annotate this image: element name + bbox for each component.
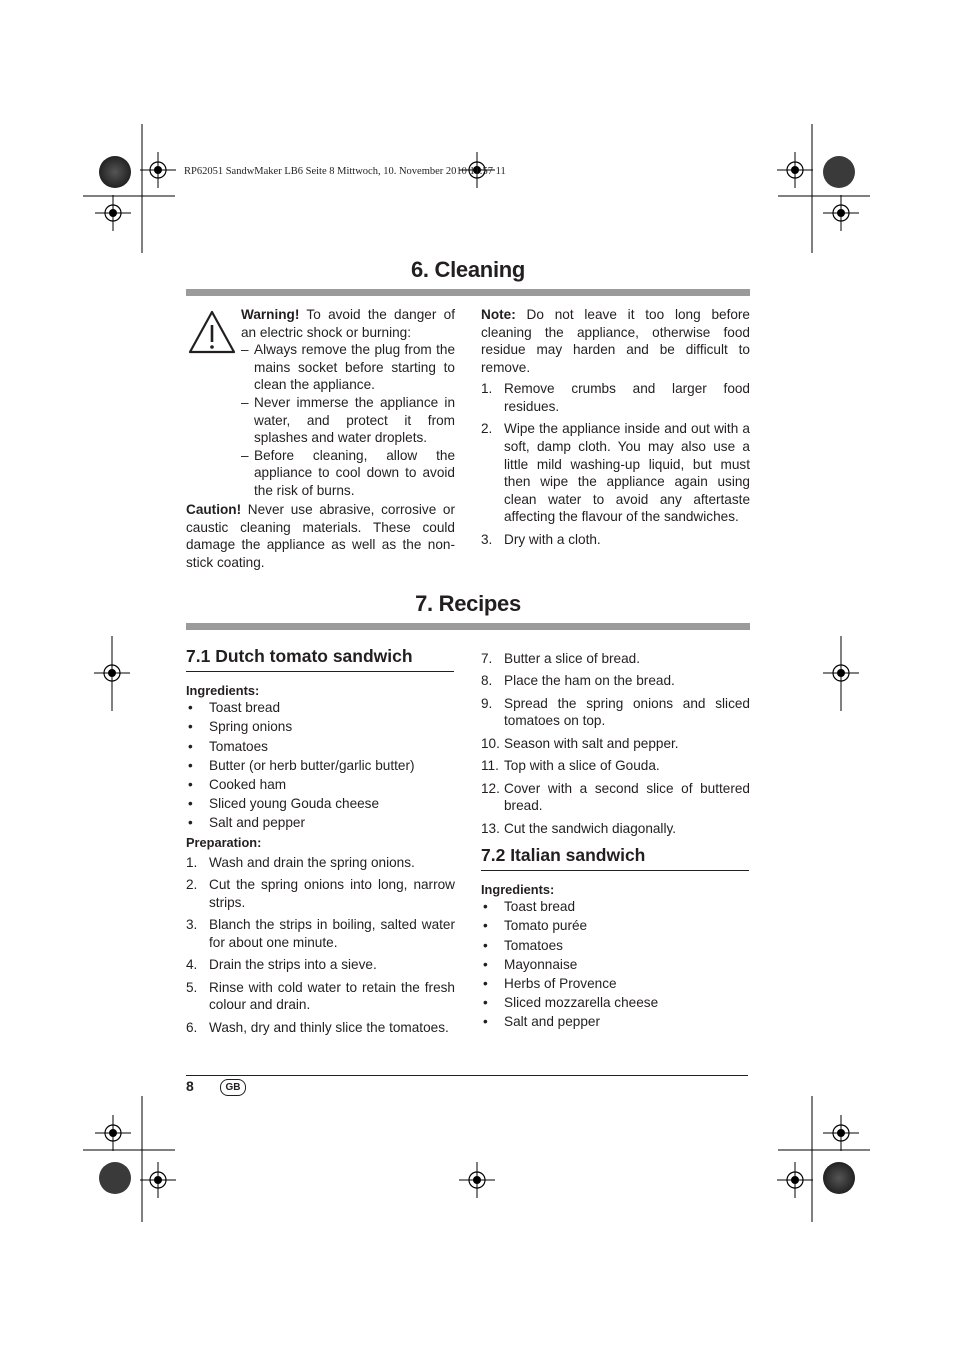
list-item: 8. Place the ham on the bread.: [481, 673, 675, 689]
list-item: 1. Wash and drain the spring onions.: [186, 855, 415, 871]
list-item: 1. Remove crumbs and larger food residues.: [481, 381, 750, 414]
subsection-title: 7.2 Italian sandwich: [481, 847, 749, 871]
list-item: • Salt and pepper: [188, 815, 305, 831]
section-title-cleaning: 6. Cleaning: [410, 257, 526, 282]
section-rule: [186, 623, 750, 630]
warning-block: [241, 306, 455, 500]
note-paragraph: Note: Do not leave it too long before cleaning the appliance, otherwise food residue may harden and be difficult to remove.: [481, 307, 750, 375]
ingredients-list: [186, 699, 455, 832]
list-item: • Salt and pepper: [483, 1014, 600, 1030]
warning-paragraph: Warning! To avoid the danger of an electric shock or burning:: [241, 307, 455, 340]
footer-rule: [186, 1075, 748, 1076]
list-item: 2. Cut the spring onions into long, narrow strips.: [186, 877, 455, 911]
caution-paragraph: Caution! Never use abrasive, corrosive or caustic cleaning materials. These could damage the appliance as well as the non-stick coating.: [186, 502, 455, 570]
list-item: • Butter (or herb butter/garlic butter): [188, 757, 415, 773]
language-badge: GB: [220, 1079, 246, 1096]
list-item: – Before cleaning, allow the appliance to cool down to avoid the risk of burns.: [241, 447, 455, 498]
subsection-title: 7.1 Dutch tomato sandwich: [186, 648, 454, 672]
list-item: • Herbs of Provence: [483, 975, 617, 991]
list-item: • Toast bread: [483, 899, 576, 915]
list-item: 2. Wipe the appliance inside and out with a soft, damp cloth. You may also use a little mild washing-up liquid, but must then wipe the appliance again using clean water to avoid any aftertaste affecting the flavour of the sandwiches.: [481, 421, 750, 525]
list-item: 6. Wash, dry and thinly slice the tomatoes.: [186, 1019, 449, 1035]
italian-recipe: [481, 847, 750, 1033]
list-item: 13. Cut the sandwich diagonally.: [481, 820, 677, 836]
preparation-label: Preparation:: [186, 834, 262, 850]
cleaning-steps: [481, 380, 750, 548]
dutch-recipe-right: [481, 650, 750, 842]
page-number: 8: [186, 1078, 194, 1094]
list-item: 3. Dry with a cloth.: [481, 531, 601, 547]
list-item: • Toast bread: [188, 700, 281, 716]
list-item: 9. Spread the spring onions and sliced tomatoes on top.: [481, 695, 750, 729]
list-item: • Sliced young Gouda cheese: [188, 796, 380, 812]
list-item: – Always remove the plug from the mains socket before starting to clean the appliance.: [241, 342, 455, 393]
list-item: 5. Rinse with cold water to retain the fresh colour and drain.: [186, 979, 455, 1013]
ingredients-label: Ingredients:: [481, 881, 555, 897]
list-item: 4. Drain the strips into a sieve.: [186, 957, 377, 973]
preparation-steps-continued: [481, 650, 750, 837]
print-slug: RP62051 SandwMaker LB6 Seite 8 Mittwoch, 10. November 2010 11:57 11: [184, 166, 506, 177]
note-block: [481, 306, 750, 553]
list-item: 11. Top with a slice of Gouda.: [481, 758, 660, 774]
section-title-recipes: 7. Recipes: [415, 591, 521, 616]
ingredients-list: [481, 898, 750, 1031]
list-item: 12. Cover with a second slice of buttered bread.: [481, 780, 750, 814]
list-item: • Spring onions: [188, 719, 293, 735]
warning-triangle-icon: [188, 309, 236, 355]
dutch-recipe-left: [186, 648, 455, 1041]
ingredients-label: Ingredients:: [186, 682, 260, 698]
list-item: 7. Butter a slice of bread.: [481, 651, 641, 666]
preparation-steps: [186, 854, 455, 1036]
section-rule: [186, 289, 750, 296]
list-item: • Tomatoes: [483, 937, 563, 953]
list-item: 10. Season with salt and pepper.: [481, 735, 679, 751]
list-item: – Never immerse the appliance in water, and protect it from splashes and water droplets.: [241, 394, 455, 446]
list-item: • Mayonnaise: [483, 956, 578, 972]
list-item: 3. Blanch the strips in boiling, salted water for about one minute.: [186, 917, 455, 951]
list-item: • Tomato purée: [483, 918, 588, 934]
list-item: • Tomatoes: [188, 738, 268, 754]
list-item: • Sliced mozzarella cheese: [483, 995, 659, 1011]
warning-list: [241, 341, 455, 499]
list-item: • Cooked ham: [188, 776, 287, 792]
